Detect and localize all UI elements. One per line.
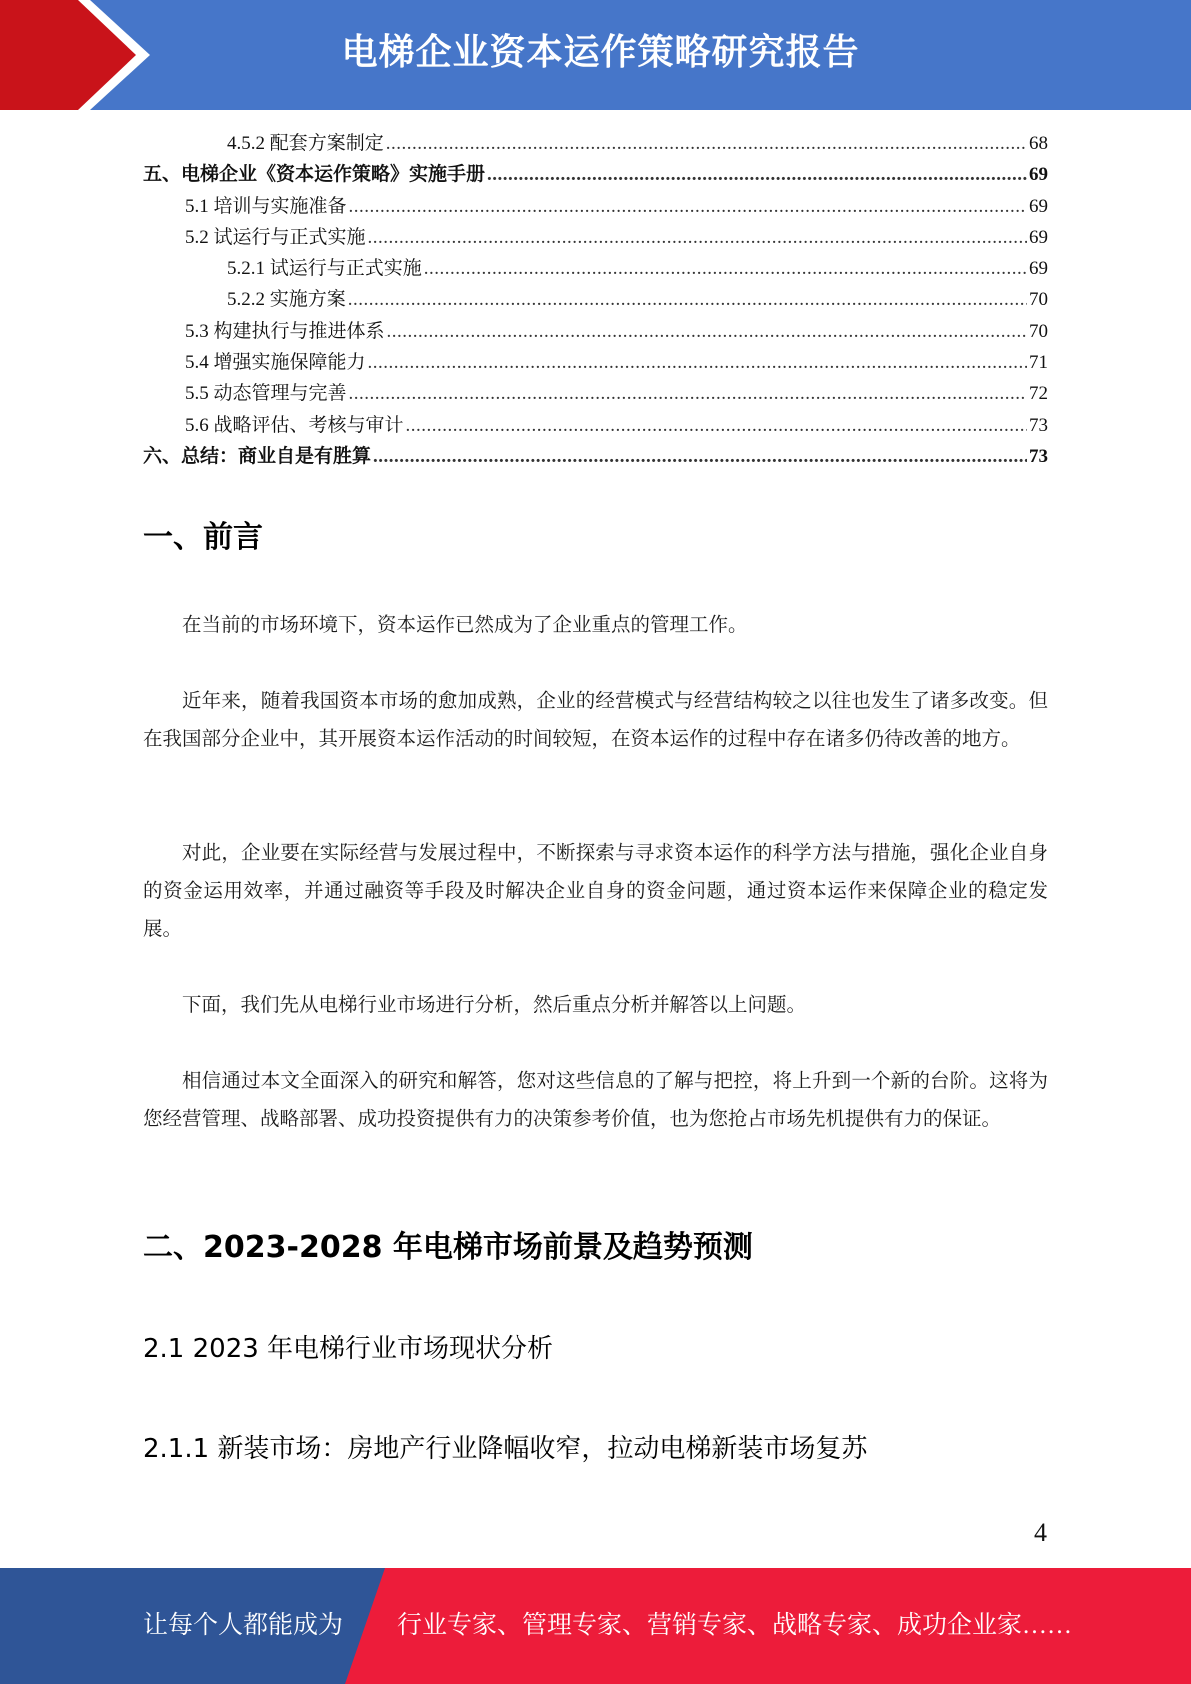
toc-leader-dots xyxy=(349,378,1027,409)
paragraph: 下面，我们先从电梯行业市场进行分析，然后重点分析并解答以上问题。 xyxy=(182,995,807,1016)
toc-entry-label: 4.5.2 配套方案制定 xyxy=(227,133,384,154)
toc-entry-label: 5.5 动态管理与完善 xyxy=(185,383,347,405)
toc-entry[interactable] xyxy=(143,378,1048,409)
toc-entry-page: 73 xyxy=(1029,414,1048,436)
page-footer xyxy=(0,1568,1191,1684)
toc-entry-page: 71 xyxy=(1029,352,1048,374)
toc-entry[interactable] xyxy=(143,410,1048,441)
toc-leader-dots xyxy=(368,222,1027,253)
paragraph: 对此，企业要在实际经营与发展过程中，不断探索与寻求资本运作的科学方法与措施，强化企业自身的资金运用效率，并通过融资等手段及时解决企业自身的资金问题，通过资本运作来保障企业的稳定发展。 xyxy=(143,843,1048,940)
table-of-contents xyxy=(143,128,1048,472)
page-header xyxy=(0,0,1191,110)
toc-entry-page: 70 xyxy=(1029,289,1048,311)
toc-entry-page: 69 xyxy=(1029,164,1048,186)
toc-entry-label: 5.3 构建执行与推进体系 xyxy=(185,320,385,342)
toc-leader-dots xyxy=(487,159,1027,190)
toc-entry[interactable] xyxy=(143,284,1048,315)
toc-leader-dots xyxy=(348,284,1027,315)
toc-entry-label: 5.6 战略评估、考核与审计 xyxy=(185,414,404,436)
toc-entry-page: 69 xyxy=(1029,258,1048,280)
toc-entry[interactable] xyxy=(143,191,1048,222)
toc-entry[interactable] xyxy=(143,128,1048,159)
toc-leader-dots xyxy=(373,441,1027,472)
toc-entry[interactable] xyxy=(143,441,1048,472)
footer-slogan-left: 让每个人都能成为 xyxy=(143,1612,344,1639)
toc-entry[interactable] xyxy=(143,253,1048,284)
section-heading-market-forecast: 二、2023-2028 年电梯市场前景及趋势预测 xyxy=(143,1230,753,1265)
subsection-heading: 2.1 2023 年电梯行业市场现状分析 xyxy=(143,1334,554,1364)
paragraph: 近年来，随着我国资本市场的愈加成熟，企业的经营模式与经营结构较之以往也发生了诸多改变。但在我国部分企业中，其开展资本运作活动的时间较短，在资本运作的过程中存在诸多仍待改善的地方。 xyxy=(143,691,1048,750)
toc-entry-page: 69 xyxy=(1029,195,1048,217)
toc-entry-label: 5.2.2 实施方案 xyxy=(227,289,346,311)
toc-entry-label: 5.1 培训与实施准备 xyxy=(185,195,347,217)
toc-entry-page: 70 xyxy=(1029,320,1048,342)
toc-entry-page: 73 xyxy=(1029,445,1048,467)
page-number: 4 xyxy=(1034,1518,1047,1547)
toc-leader-dots xyxy=(424,253,1027,284)
toc-entry-label: 5.2.1 试运行与正式实施 xyxy=(227,258,422,280)
paragraph: 相信通过本文全面深入的研究和解答，您对这些信息的了解与把控，将上升到一个新的台阶。这将为您经营管理、战略部署、成功投资提供有力的决策参考价值，也为您抢占市场先机提供有力的保证。 xyxy=(143,1071,1048,1130)
toc-entry-page: 68 xyxy=(1029,133,1048,154)
toc-leader-dots xyxy=(368,347,1027,378)
toc-entry-label: 5.2 试运行与正式实施 xyxy=(185,226,366,248)
toc-leader-dots xyxy=(406,410,1027,441)
toc-leader-dots xyxy=(387,316,1027,347)
toc-entry-label: 六、总结：商业自是有胜算 xyxy=(143,445,372,467)
toc-entry-label: 5.4 增强实施保障能力 xyxy=(185,352,366,374)
report-title: 电梯企业资本运作策略研究报告 xyxy=(341,32,860,73)
toc-entry[interactable] xyxy=(143,347,1048,378)
section-heading-preface: 一、前言 xyxy=(143,520,263,555)
toc-entry-label: 五、电梯企业《资本运作策略》实施手册 xyxy=(143,164,486,186)
footer-slogan-right: 行业专家、管理专家、营销专家、战略专家、成功企业家…… xyxy=(397,1612,1073,1639)
toc-leader-dots xyxy=(349,191,1027,222)
toc-entry-page: 72 xyxy=(1029,383,1048,405)
toc-entry[interactable] xyxy=(143,316,1048,347)
paragraph: 在当前的市场环境下，资本运作已然成为了企业重点的管理工作。 xyxy=(182,615,748,636)
toc-entry[interactable] xyxy=(143,159,1048,190)
toc-entry[interactable] xyxy=(143,222,1048,253)
subsubsection-heading: 2.1.1 新装市场：房地产行业降幅收窄，拉动电梯新装市场复苏 xyxy=(143,1434,868,1464)
toc-entry-page: 69 xyxy=(1029,226,1048,248)
toc-leader-dots xyxy=(386,128,1027,159)
